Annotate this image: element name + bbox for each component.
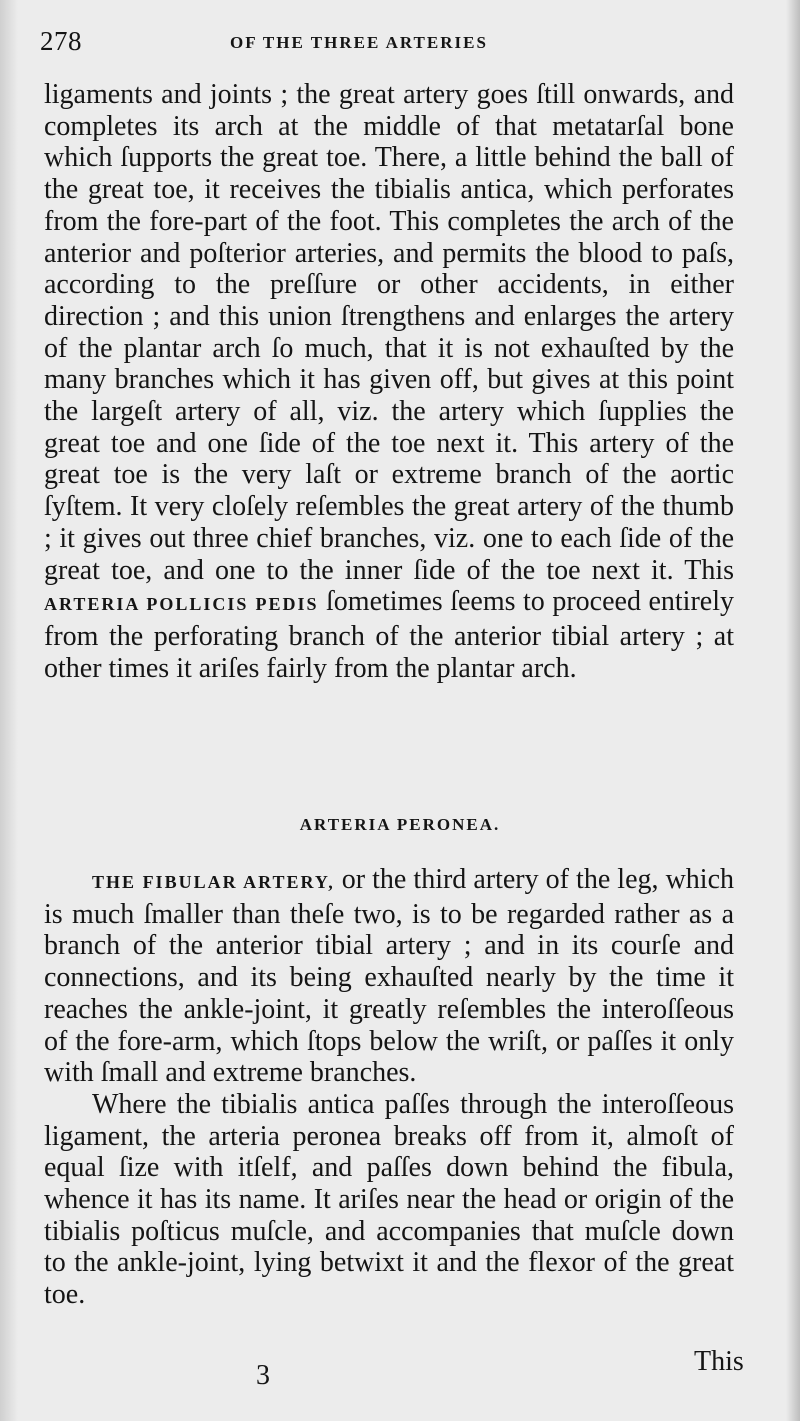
paragraph-text: ſometimes ſeems to proceed entirely from the perforating branch of the anterior tibial artery ; at other times it ariſes fairly from the plantar arch. [44, 586, 734, 684]
signature-mark: 3 [256, 1360, 270, 1391]
section-heading: ARTERIA PERONEA. [299, 815, 501, 834]
paragraph-fibular-artery [44, 864, 734, 1089]
paragraph-text: Where the tibialis antica paſſes through the interoſſeous ligament, the arteria peronea breaks off from it, almoſt of equal ſize with itſelf, and paſſes down behind the fibula, whence it has its name. It ariſes near the head or origin of the tibialis poſticus muſcle, and accompanies that muſcle down to the ankle-joint, lying betwixt it and the flexor of the great toe. [44, 1088, 734, 1311]
page-header [40, 26, 740, 66]
catchword: This [694, 1346, 744, 1377]
small-caps-lead: THE FIBULAR ARTERY, [92, 872, 335, 892]
small-caps-term: ARTERIA POLLICIS PEDIS [44, 594, 319, 615]
paragraph-text: ligaments and joints ; the great artery goes ſtill onwards, and completes its arch at the middle of that metatarſal bone which ſupports the great toe. There, a little behind the ball of the great toe, it receives the tibialis antica, which perforates from the fore-part of the foot. This completes the arch of the anterior and poſterior arteries, and permits the blood to paſs, according to the preſſure or other accidents, in either direction ; and this union ſtrengthens and enlarges the artery of the plantar arch ſo much, that it is not exhauſted by the many branches which it has given off, but gives at this point the largeſt artery of all, viz. the artery which ſupplies the great toe and one ſide of the toe next it. This artery of the great toe is the very laſt or extreme branch of the aortic ſyſtem. It very cloſely reſembles the great artery of the thumb ; it gives out three chief branches, viz. one to each ſide of the great toe, and one to the inner ſide of the toe next it. This [44, 79, 734, 586]
text-block-lower [44, 864, 734, 1311]
running-head: OF THE THREE ARTERIES [230, 33, 488, 52]
paragraph-text: or the third artery of the leg, which is much ſmaller than theſe two, is to be regarded rather as a branch of the anterior tibial artery ; and in its courſe and connections, and its being exhauſted nearly by the time it reaches the ankle-joint, it greatly reſembles the interoſſeous of the fore-arm, which ſtops below the wriſt, or paſſes it only with ſmall and extreme branches. [44, 864, 734, 1089]
page-edge-shadow-right [786, 0, 800, 1421]
text-block-upper [44, 79, 734, 684]
paragraph-origin [44, 1089, 734, 1311]
page-edge-shadow-left [0, 0, 18, 1421]
paragraph-continuation [44, 79, 734, 684]
page-number: 278 [40, 26, 82, 56]
